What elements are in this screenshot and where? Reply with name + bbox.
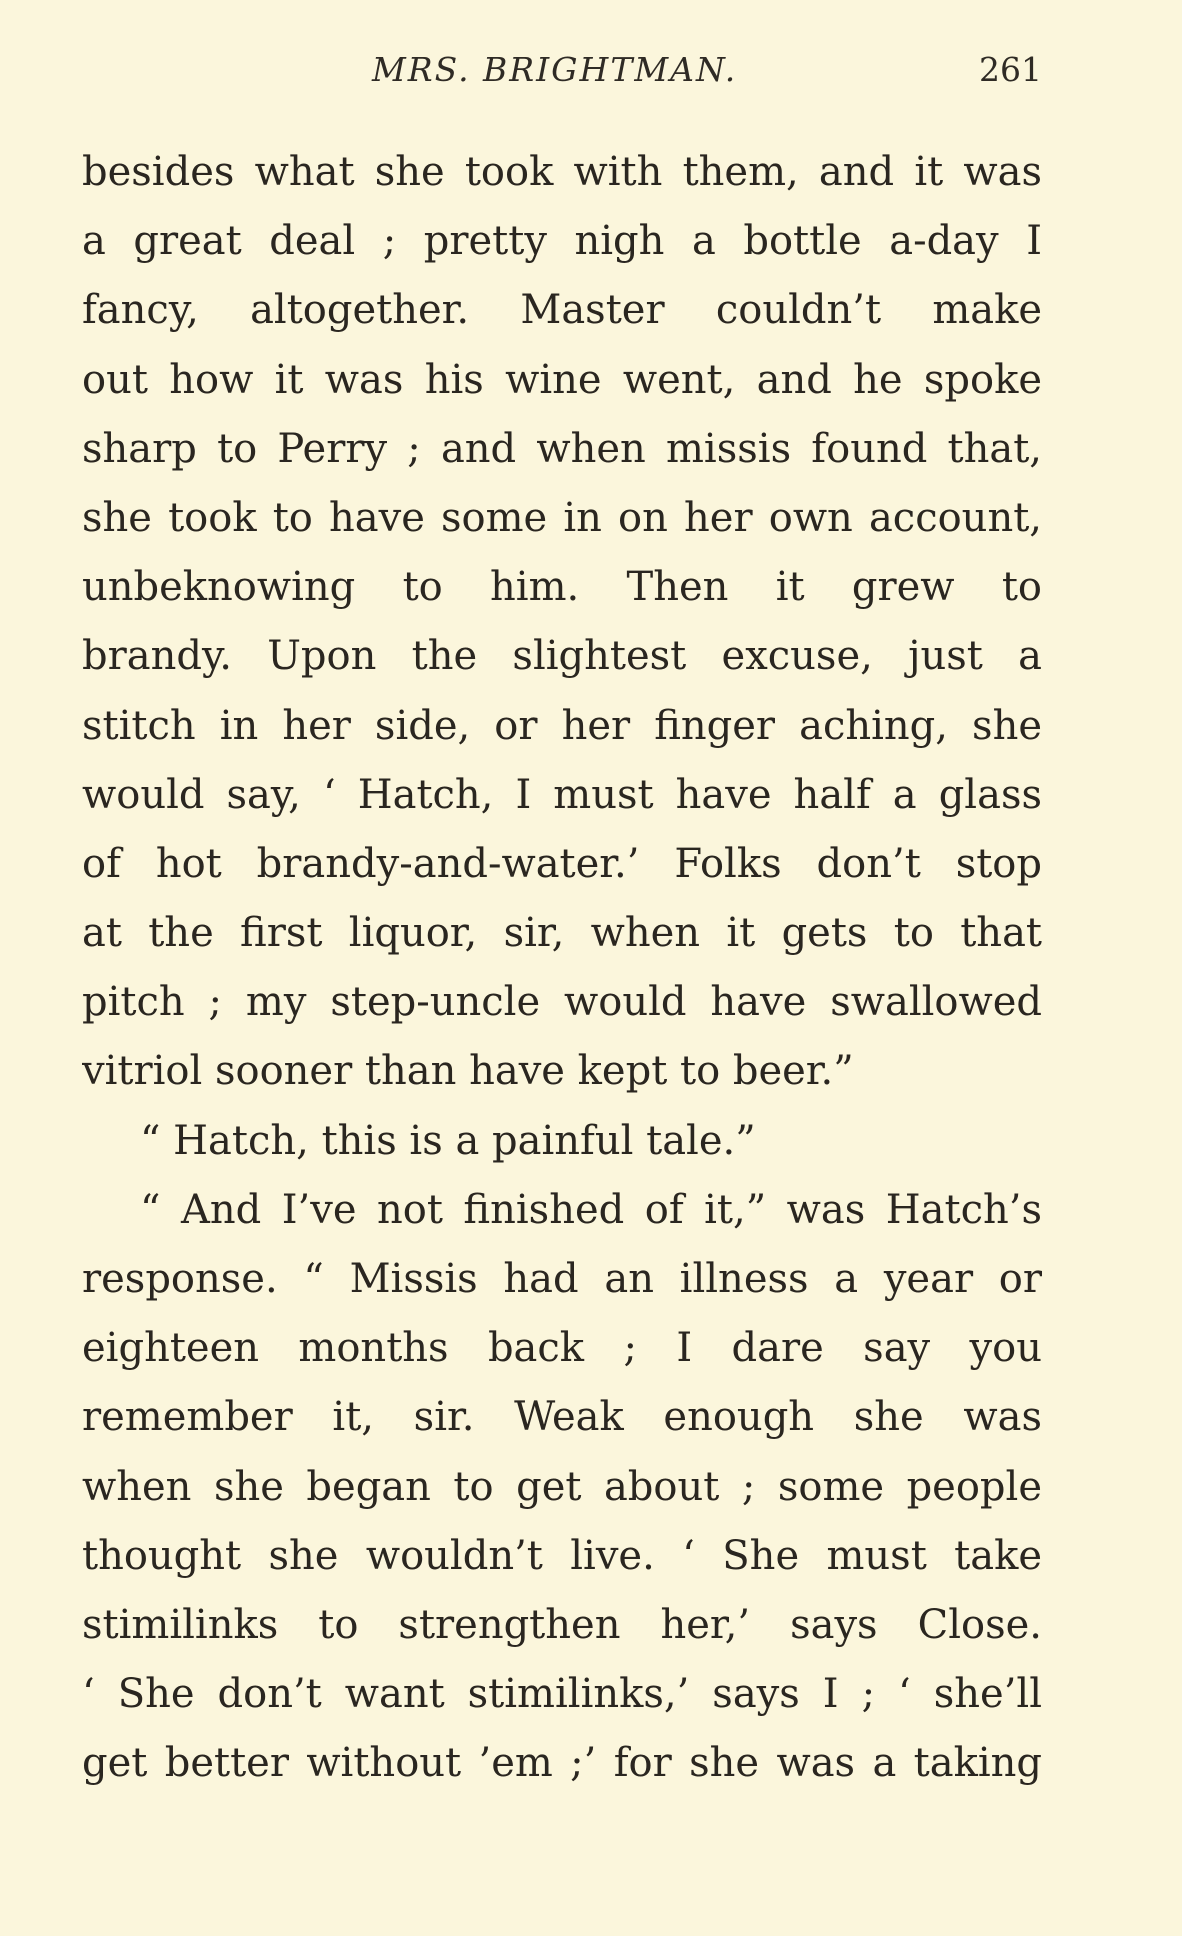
text-line: would say, ‘ Hatch, I must have half a glass xyxy=(82,771,1042,818)
text-line: vitriol sooner than have kept to beer.” xyxy=(82,1048,854,1095)
text-line: get better without ’em ;’ for she was a taking xyxy=(82,1740,1042,1787)
text-line: eighteen months back ; I dare say you xyxy=(82,1325,1042,1372)
text-line: of hot brandy-and-water.’ Folks don’t stop xyxy=(82,840,1042,887)
text-line: ‘ She don’t want stimilinks,’ says I ; ‘ she’ll xyxy=(82,1671,1042,1718)
text-line: stitch in her side, or her finger aching, she xyxy=(82,702,1042,749)
running-title: MRS. BRIGHTMAN. xyxy=(372,50,738,89)
text-line: when she began to get about ; some people xyxy=(82,1463,1042,1510)
text-line: besides what she took with them, and it was xyxy=(82,149,1042,195)
text-line: out how it was his wine went, and he spoke xyxy=(82,356,1042,403)
text-line: unbeknowing to him. Then it grew to xyxy=(82,564,1042,611)
text-line: brandy. Upon the slightest excuse, just a xyxy=(82,633,1042,680)
text-line: at the first liquor, sir, when it gets to that xyxy=(82,910,1042,957)
text-line: stimilinks to strengthen her,’ says Close. xyxy=(82,1601,1042,1648)
text-line: sharp to Perry ; and when missis found that, xyxy=(82,425,1042,472)
text-line: response. “ Missis had an illness a year or xyxy=(82,1256,1042,1302)
page-number: 261 xyxy=(979,50,1042,89)
text-line: “ And I’ve not finished of it,” was Hatch’s xyxy=(140,1186,1042,1233)
running-head xyxy=(82,50,1042,90)
text-line: she took to have some in on her own account, xyxy=(82,494,1042,541)
text-body xyxy=(82,138,1042,1799)
text-line: fancy, altogether. Master couldn’t make xyxy=(82,287,1042,334)
text-line: a great deal ; pretty nigh a bottle a-day I xyxy=(82,218,1042,265)
text-line: remember it, sir. Weak enough she was xyxy=(82,1394,1042,1441)
text-line: “ Hatch, this is a painful tale.” xyxy=(140,1117,756,1164)
text-line: thought she wouldn’t live. ‘ She must take xyxy=(82,1532,1042,1579)
text-line: pitch ; my step-uncle would have swallowed xyxy=(82,979,1042,1026)
